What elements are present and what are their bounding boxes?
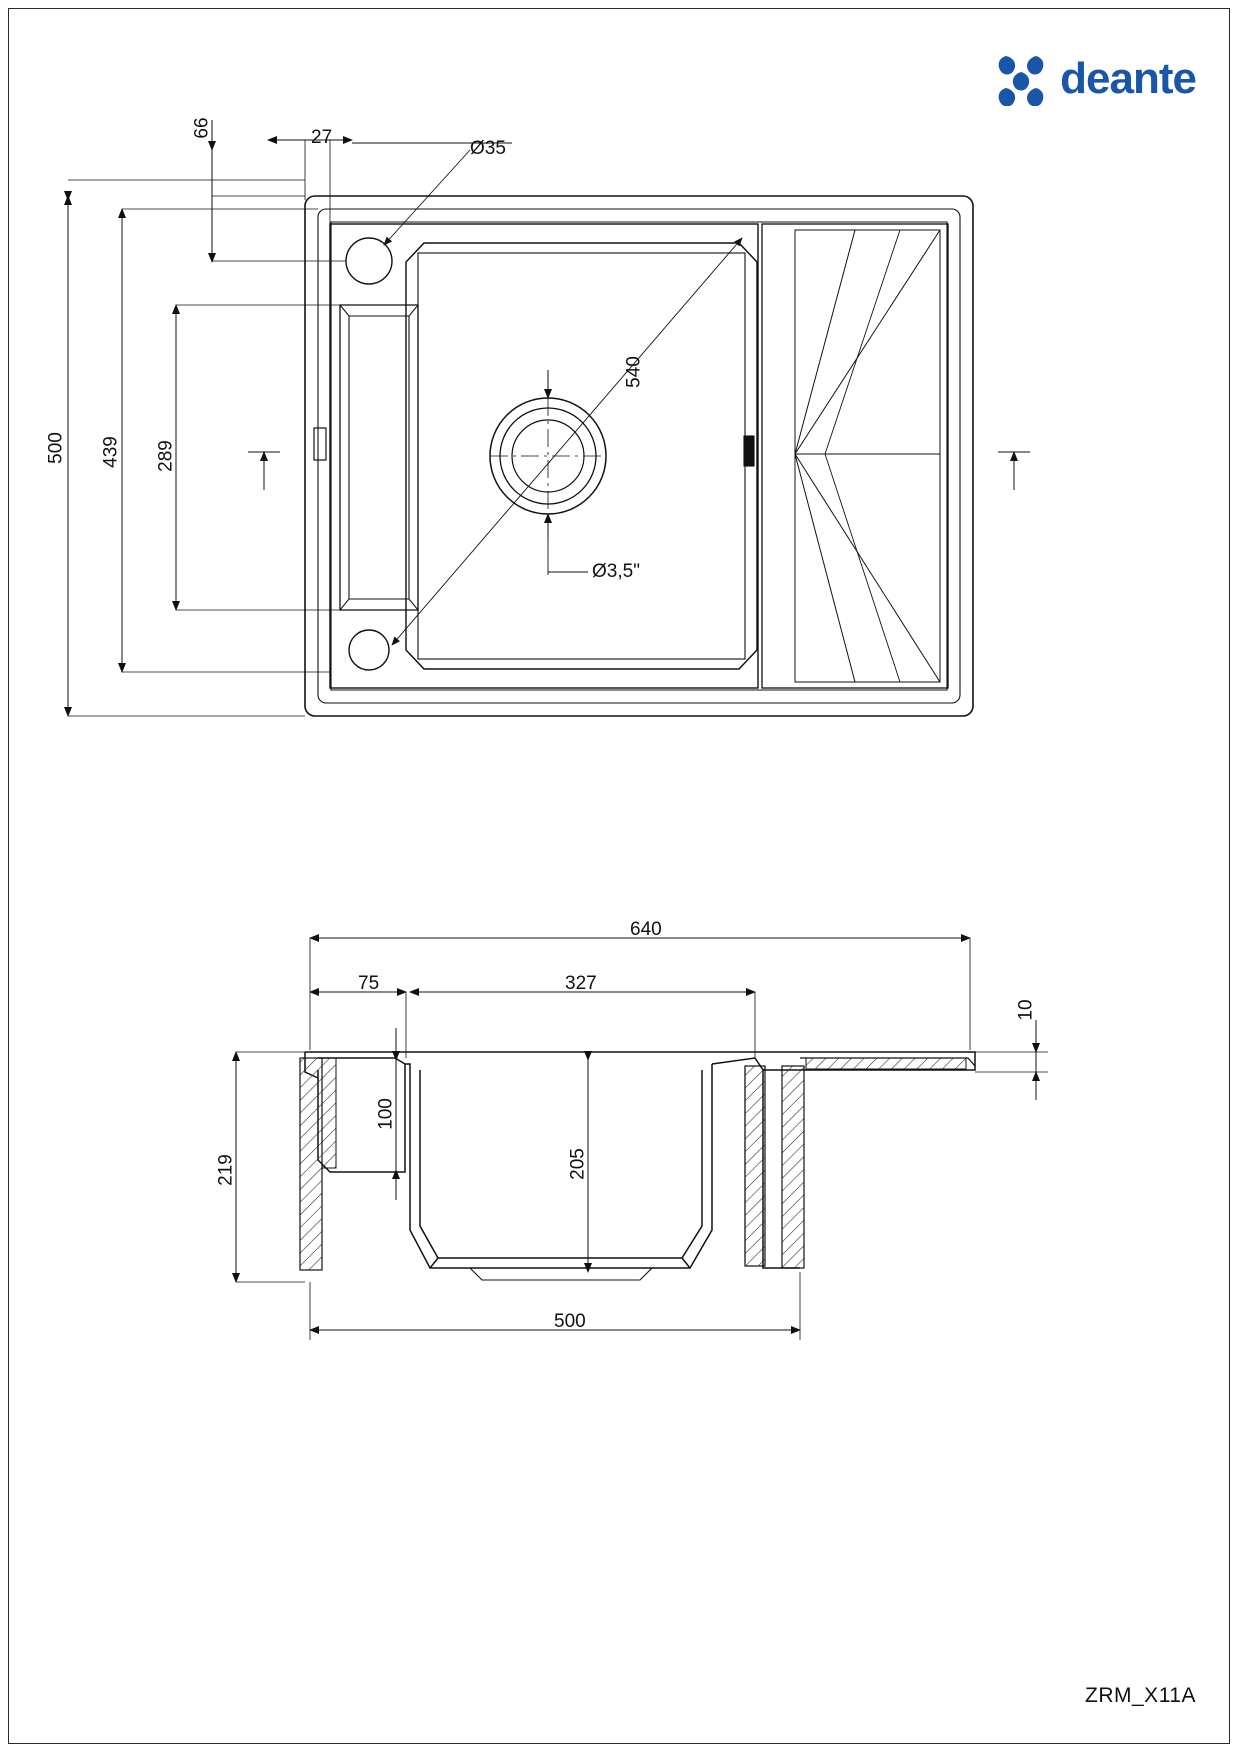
- dimension-label-d35: Ø35: [470, 138, 506, 159]
- dimension-label-66: 66: [191, 117, 213, 139]
- dimension-label-27: 27: [311, 127, 333, 148]
- dimension-label-100: 100: [375, 1098, 397, 1130]
- dimension-label-327: 327: [565, 973, 597, 994]
- section-view-dimensions: [236, 938, 1048, 1340]
- brand-name: deante: [1060, 54, 1196, 103]
- section-view-geometry: [305, 1052, 975, 1280]
- dimension-label-640: 640: [630, 919, 662, 940]
- section-hatching: [300, 1058, 966, 1270]
- dimension-label-10: 10: [1015, 999, 1037, 1021]
- dimension-label-219: 219: [215, 1154, 237, 1186]
- dimension-label-75: 75: [358, 973, 380, 994]
- product-code: ZRM_X11A: [1085, 1684, 1196, 1707]
- dimension-label-540: 540: [623, 356, 645, 388]
- dimension-label-500: 500: [45, 432, 67, 464]
- top-view-geometry: [305, 196, 973, 716]
- dimension-label-439: 439: [100, 436, 122, 468]
- dimension-label-500-section: 500: [554, 1311, 586, 1332]
- dimension-label-289: 289: [155, 440, 177, 472]
- dimension-label-d35-inch: Ø3,5": [592, 561, 640, 582]
- dimension-label-205: 205: [567, 1148, 589, 1180]
